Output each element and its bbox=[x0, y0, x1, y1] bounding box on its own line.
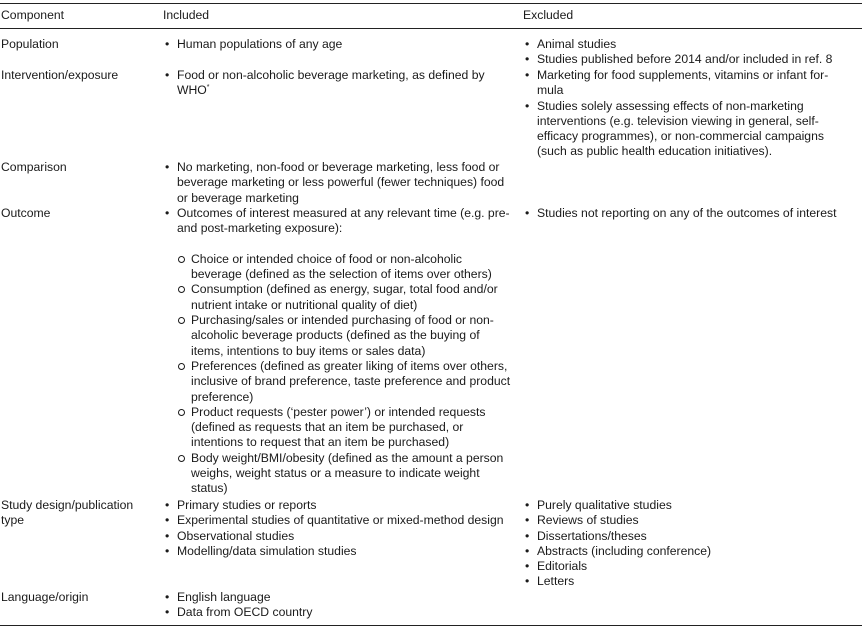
sub-list-item-text: Product requests (‘pester power’) or intended requests (defined as requests that an item be purchased, or intentions to request that an item be purchased) bbox=[191, 404, 486, 450]
row-population-component: Population bbox=[1, 37, 59, 51]
list-item: • Reviews of studies bbox=[522, 513, 857, 528]
spacer bbox=[162, 237, 512, 252]
list-item: • Animal studies bbox=[522, 37, 857, 52]
row-comparison-included bbox=[162, 160, 507, 206]
list-item-text: Food or non-alcoholic beverage marketing, as defined by WHO bbox=[177, 68, 485, 98]
header-excluded: Excluded bbox=[523, 8, 574, 22]
footnote-marker: * bbox=[206, 84, 210, 92]
sub-list-item-text: Body weight/BMI/obesity (defined as the amount a person weighs, weight status or a measure to indicate weight status) bbox=[191, 450, 504, 496]
row-study-design-excluded bbox=[522, 498, 857, 590]
sub-list-item bbox=[177, 359, 512, 405]
row-language-included bbox=[162, 590, 517, 621]
list-item bbox=[162, 68, 512, 99]
row-comparison-component: Comparison bbox=[1, 160, 67, 174]
list-item: • Data from OECD country bbox=[162, 605, 517, 620]
header-component: Component bbox=[1, 8, 65, 22]
sub-list-item-text: Choice or intended choice of food or non-alcoholic beverage (defined as the selection of items over others) bbox=[191, 251, 492, 282]
sub-list-item bbox=[177, 405, 512, 451]
sub-list-item-text: Preferences (defined as greater liking of items over others, inclusive of brand preference, taste preference and product preference) bbox=[191, 358, 511, 404]
list-item: • Letters bbox=[522, 574, 857, 589]
list-item: • Primary studies or reports bbox=[162, 498, 517, 513]
list-item: • English language bbox=[162, 590, 517, 605]
sub-list-item-text: Purchasing/sales or intended purchasing of food or non-alcoholic beverage products (defined as the buying of items, intentions to buy items or sales data) bbox=[191, 313, 494, 358]
circle-bullet-icon bbox=[178, 286, 185, 293]
circle-bullet-icon bbox=[178, 409, 185, 416]
list-item: • No marketing, non-food or beverage marketing, less food or beverage marketing or less powerful (fewer techniques) food or beverage marketing bbox=[162, 160, 507, 206]
list-item: • Dissertations/theses bbox=[522, 529, 857, 544]
list-item: • Purely qualitative studies bbox=[522, 498, 857, 513]
row-intervention-excluded bbox=[522, 68, 852, 160]
row-intervention-component: Intervention/exposure bbox=[1, 68, 119, 82]
table-top-rule bbox=[0, 3, 862, 4]
list-item: • Observational studies bbox=[162, 529, 517, 544]
row-population-included bbox=[162, 37, 517, 52]
list-item: • Modelling/data simulation studies bbox=[162, 544, 517, 559]
list-item: • Experimental studies of quantitative or mixed-method design bbox=[162, 513, 517, 528]
list-item: • Abstracts (including conference) bbox=[522, 544, 857, 559]
row-outcome-component: Outcome bbox=[1, 206, 51, 220]
row-language-component: Language/origin bbox=[1, 590, 89, 604]
list-item: • Marketing for food supplements, vitamins or infant for-mula bbox=[522, 68, 852, 99]
table-header-rule bbox=[0, 28, 862, 29]
sub-list-item bbox=[177, 451, 512, 497]
list-item: • Outcomes of interest measured at any relevant time (e.g. pre- and post-marketing exposure): bbox=[162, 206, 512, 237]
row-intervention-included bbox=[162, 68, 512, 99]
row-population-excluded bbox=[522, 37, 857, 68]
row-outcome-excluded bbox=[522, 206, 862, 221]
list-item: • Editorials bbox=[522, 559, 857, 574]
row-study-design-included bbox=[162, 498, 517, 559]
circle-bullet-icon bbox=[178, 455, 185, 462]
list-item: • Human populations of any age bbox=[162, 37, 517, 52]
table-bottom-rule bbox=[0, 625, 862, 626]
row-study-design-component: Study design/publication type bbox=[1, 498, 134, 528]
sub-list-item-text: Consumption (defined as energy, sugar, total food and/or nutrient intake or nutritional quality of diet) bbox=[191, 282, 498, 312]
circle-bullet-icon bbox=[178, 363, 185, 370]
row-outcome-included bbox=[162, 206, 512, 497]
list-item: • Studies solely assessing effects of non-marketing interventions (e.g. television viewing in general, self-efficacy programmes), or non-commercial campaigns (such as public health education initiatives). bbox=[522, 99, 852, 160]
sub-list-item bbox=[177, 282, 512, 313]
header-included: Included bbox=[163, 8, 210, 22]
sub-list-item bbox=[177, 252, 512, 283]
circle-bullet-icon bbox=[178, 256, 185, 263]
list-item: • Studies published before 2014 and/or included in ref. 8 bbox=[522, 52, 857, 67]
sub-list-item bbox=[177, 313, 512, 359]
list-item: • Studies not reporting on any of the outcomes of interest bbox=[522, 206, 862, 221]
circle-bullet-icon bbox=[178, 317, 185, 324]
